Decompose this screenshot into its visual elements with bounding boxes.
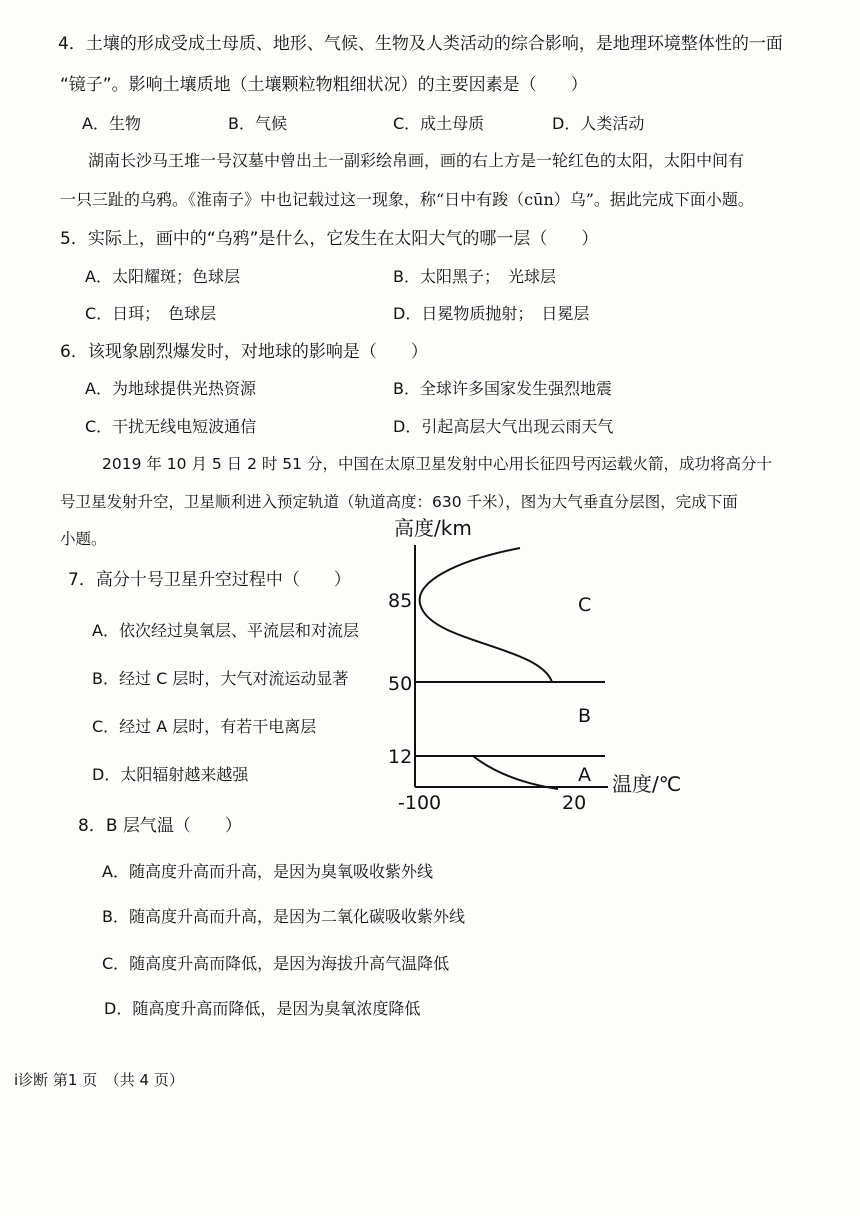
diagram-tick-85: 85: [388, 590, 413, 612]
diagram-tick-20: 20: [562, 792, 587, 814]
q5-stem: 5．实际上，画中的“乌鸦”是什么，它发生在太阳大气的哪一层（ ）: [60, 229, 599, 249]
q4-stem-line2: “镜子”。影响土壤质地（土壤颗粒物粗细状况）的主要因素是（ ）: [60, 75, 588, 95]
layer-label-a: A: [578, 764, 591, 786]
q5-option-a: A．太阳耀斑；色球层: [85, 267, 240, 286]
passage1-line1: 湖南长沙马王堆一号汉墓中曾出土一副彩绘帛画，画的右上方是一轮红色的太阳，太阳中间有: [88, 151, 745, 170]
layer-label-b: B: [578, 705, 592, 727]
q6-stem: 6．该现象剧烈爆发时，对地球的影响是（ ）: [60, 342, 428, 362]
diagram-tick-50: 50: [388, 673, 413, 695]
q6-option-b: B．全球许多国家发生强烈地震: [393, 379, 612, 398]
q4-stem-line1: 4．土壤的形成受成土母质、地形、气候、生物及人类活动的综合影响，是地理环境整体性的一面: [58, 34, 783, 54]
q8-option-a: A．随高度升高而升高，是因为臭氧吸收紫外线: [102, 862, 433, 881]
q7-stem: 7．高分十号卫星升空过程中（ ）: [68, 570, 351, 590]
diagram-tick-minus100: -100: [398, 792, 442, 814]
page-footer: i诊断 第1 页 （共 4 页）: [14, 1071, 184, 1089]
temperature-curve-bc: [420, 548, 552, 682]
q4-option-a: A．生物: [82, 114, 141, 133]
q5-option-c: C．日珥； 色球层: [85, 304, 217, 323]
diagram-tick-12: 12: [388, 746, 413, 768]
q6-option-c: C．干扰无线电短波通信: [85, 417, 257, 436]
q6-option-d: D．引起高层大气出现云雨天气: [393, 417, 614, 436]
atmosphere-layer-diagram: [380, 515, 710, 815]
passage1-line2: 一只三趾的乌鸦。《淮南子》中也记载过这一现象，称“日中有踆（cūn）乌”。据此完成下面小题。: [60, 190, 754, 209]
passage2-line2: 号卫星发射升空，卫星顺利进入预定轨道（轨道高度：630 千米），图为大气垂直分层图，完成下面: [60, 493, 738, 511]
q7-option-d: D．太阳辐射越来越强: [92, 765, 249, 784]
temperature-curve-a: [473, 756, 558, 789]
q7-option-b: B．经过 C 层时，大气对流运动显著: [92, 669, 349, 688]
q6-option-a: A．为地球提供光热资源: [85, 379, 256, 398]
q4-option-c: C．成土母质: [393, 114, 485, 133]
diagram-y-axis-label: 高度/km: [394, 516, 472, 540]
passage2-line1: 2019 年 10 月 5 日 2 时 51 分，中国在太原卫星发射中心用长征四号丙运载火箭，成功将高分十: [102, 455, 772, 473]
q5-option-d: D．日冕物质抛射； 日冕层: [393, 304, 590, 323]
q7-option-a: A．依次经过臭氧层、平流层和对流层: [92, 621, 359, 640]
q8-stem: 8．B 层气温（ ）: [78, 816, 242, 836]
diagram-x-axis-label: 温度/℃: [612, 772, 682, 796]
q7-option-c: C．经过 A 层时，有若干电离层: [92, 717, 317, 736]
q5-option-b: B．太阳黑子； 光球层: [393, 267, 556, 286]
q4-option-d: D．人类活动: [552, 114, 645, 133]
q8-option-b: B．随高度升高而升高，是因为二氧化碳吸收紫外线: [102, 907, 465, 926]
q8-option-d: D．随高度升高而降低，是因为臭氧浓度降低: [104, 999, 421, 1018]
q8-option-c: C．随高度升高而降低，是因为海拔升高气温降低: [102, 954, 450, 973]
layer-label-c: C: [578, 594, 592, 616]
passage2-line3: 小题。: [60, 530, 107, 548]
q4-option-b: B．气候: [228, 114, 287, 133]
